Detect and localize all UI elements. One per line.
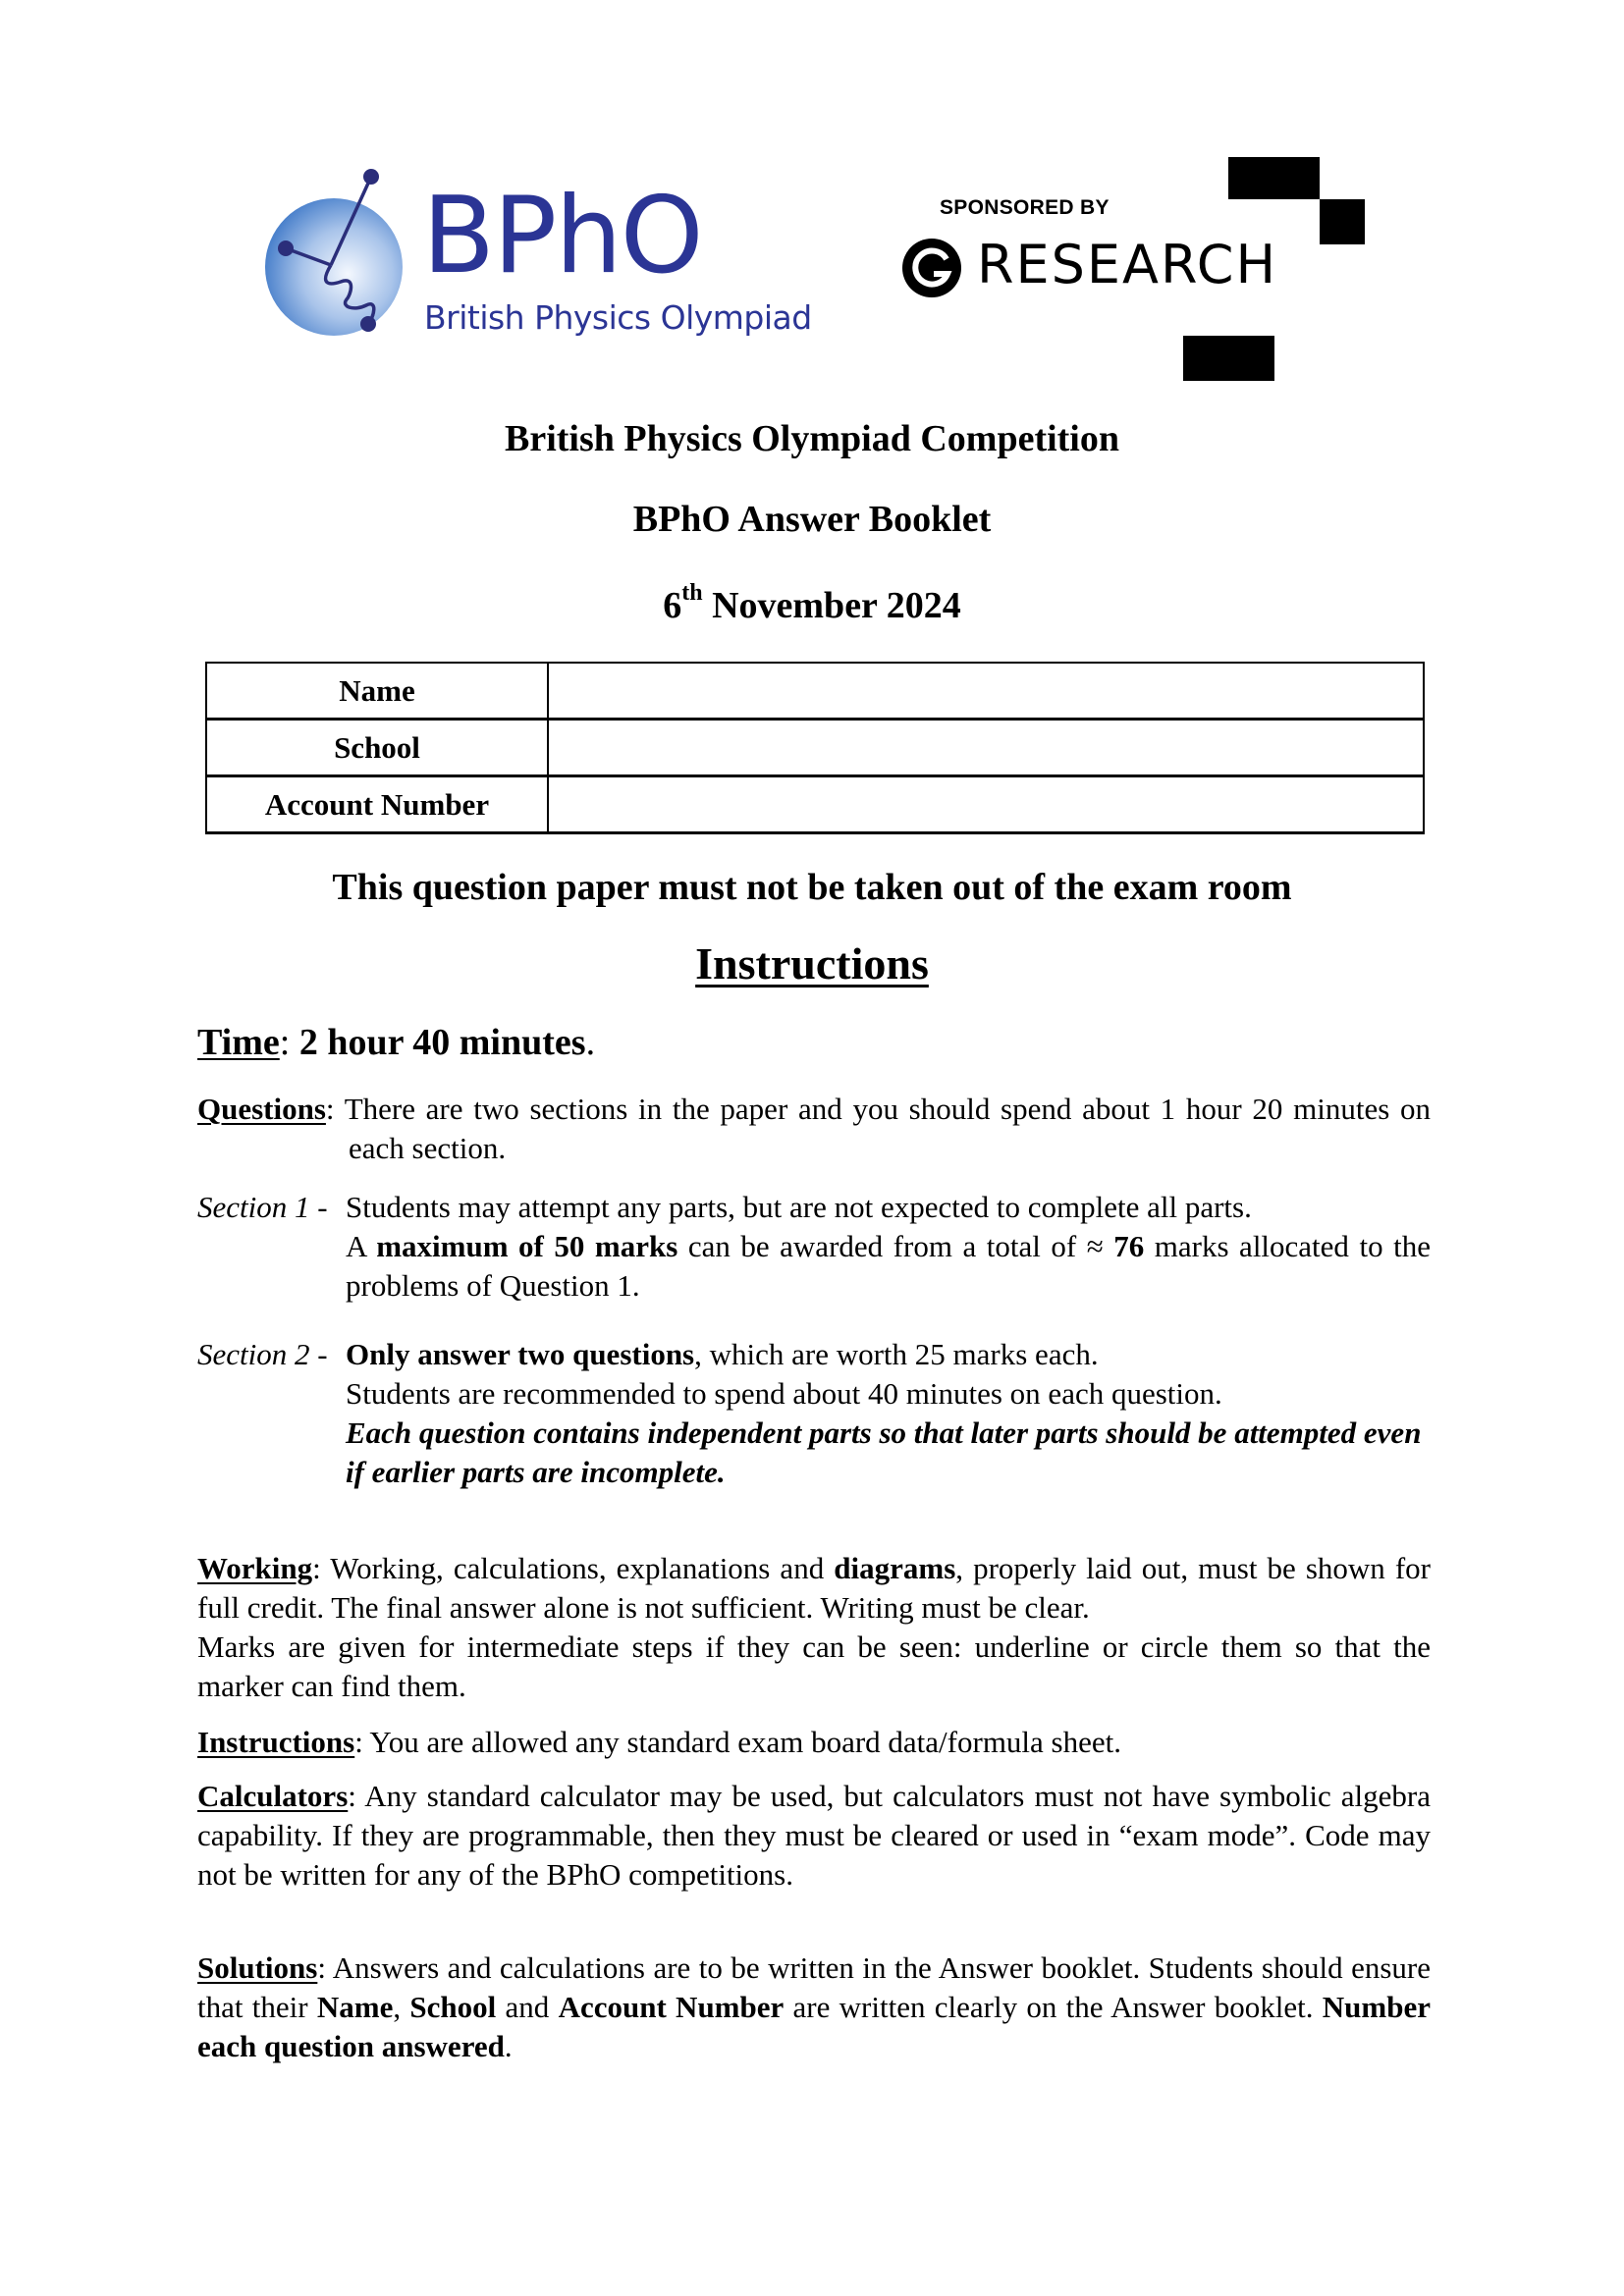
account-number-label: Account Number [206, 776, 548, 833]
solutions-paragraph: Solutions: Answers and calculations are to be written in the Answer booklet. Students should ensure that their Name, School and Account Number are written clearly on the Answer booklet. Number each question answered. [197, 1950, 1432, 2063]
date-rest: November 2024 [702, 585, 961, 626]
section-2-line-2: Students are recommended to spend about 40 minutes on each question. [346, 1376, 1222, 1411]
section-2-line-3: Each question contains independent parts so that later parts should be attempted even if earlier parts are incomplete. [346, 1415, 1422, 1489]
candidate-details-table [205, 662, 1425, 834]
section-1-text [346, 1188, 1431, 1306]
section-2-text [346, 1335, 1431, 1492]
working-paragraph: Working: Working, calculations, explanations and diagrams, properly laid out, must be shown for full credit. The final answer alone is not sufficient. Writing must be clear. Marks are given for intermediate steps if they can be seen: underline or circle them so that the marker can find them. [197, 1549, 1431, 1706]
time-paragraph: Time: 2 hour 40 minutes. [197, 1022, 596, 1063]
decorative-block [1228, 157, 1320, 199]
instructions-heading: Instructions [695, 938, 929, 988]
bpho-wordmark: BPhO [422, 175, 702, 297]
time-value: 2 hour 40 minutes [298, 1022, 586, 1063]
name-field[interactable] [548, 663, 1424, 720]
table-row [206, 720, 1424, 776]
g-research-logo-icon [901, 238, 962, 298]
table-row [206, 776, 1424, 833]
decorative-block [1320, 199, 1365, 244]
questions-paragraph: Questions: There are two sections in the paper and you should spend about 1 hour 20 minutes on each section. [197, 1092, 1431, 1165]
school-label: School [206, 720, 548, 776]
solutions-label: Solutions [197, 1950, 318, 1985]
calculators-label: Calculators [197, 1779, 349, 1813]
sponsor-name: RESEARCH [977, 234, 1278, 295]
time-label: Time [197, 1022, 280, 1063]
questions-label: Questions [197, 1092, 326, 1126]
name-label: Name [206, 663, 548, 720]
globe-atom-icon [260, 162, 417, 339]
section-1-label: Section 1 - [197, 1190, 328, 1224]
questions-text: There are two sections in the paper and you should spend about 1 hour 20 minutes on each section. [344, 1092, 1431, 1165]
section-1-line-1: Students may attempt any parts, but are not expected to complete all parts. [346, 1190, 1252, 1224]
working-label: Working [197, 1551, 313, 1585]
instructions-paragraph: Instructions: You are allowed any standard exam board data/formula sheet. [197, 1725, 1121, 1759]
bpho-logo [260, 162, 869, 358]
section-2-label: Section 2 - [197, 1337, 328, 1371]
date-suffix: th [681, 580, 703, 606]
exam-room-warning: This question paper must not be taken out of the exam room [332, 867, 1292, 908]
date-day: 6 [663, 585, 682, 626]
sponsored-by-label: SPONSORED BY [940, 196, 1110, 219]
competition-title: British Physics Olympiad Competition [505, 418, 1119, 459]
table-row [206, 663, 1424, 720]
instructions-label: Instructions [197, 1725, 355, 1759]
booklet-title: BPhO Answer Booklet [632, 499, 992, 540]
school-field[interactable] [548, 720, 1424, 776]
working-line-2: Marks are given for intermediate steps if they can be seen: underline or circle them so that the marker can find them. [197, 1629, 1431, 1703]
section-2-line-1: Only answer two questions, which are worth 25 marks each. [346, 1337, 1099, 1371]
bpho-tagline: British Physics Olympiad [424, 298, 812, 337]
exam-date [0, 580, 1624, 627]
calculators-paragraph: Calculators: Any standard calculator may be used, but calculators must not have symbolic algebra capability. If they are programmable, then they must be cleared or used in “exam mode”. Code may not be written for any of the BPhO competitions. [197, 1779, 1431, 1892]
decorative-block [1183, 336, 1274, 381]
section-1-line-2: A maximum of 50 marks can be awarded from a total of ≈ 76 marks allocated to the problems of Question 1. [346, 1229, 1431, 1303]
account-number-field[interactable] [548, 776, 1424, 833]
